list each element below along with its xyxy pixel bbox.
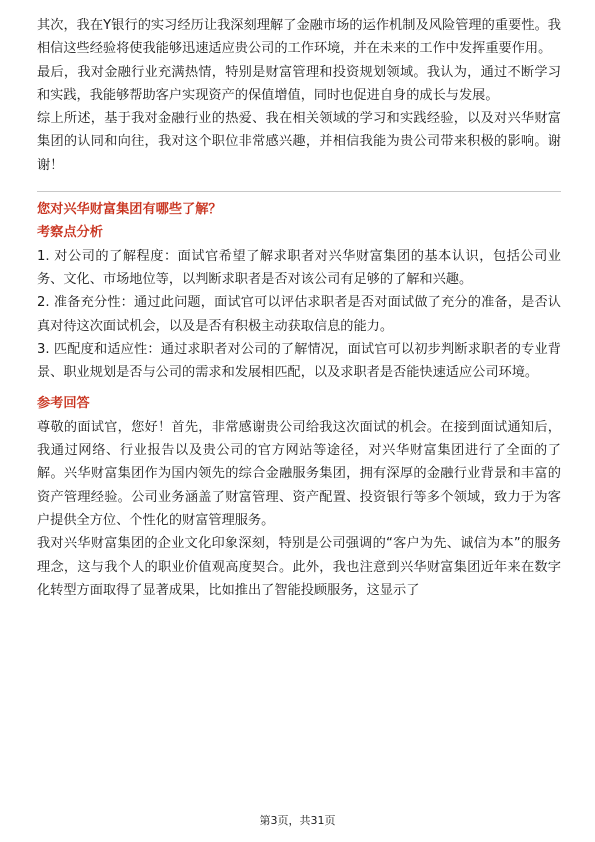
analysis-point: 3. 匹配度和适应性：通过求职者对公司的了解情况，面试官可以初步判断求职者的专业背景、职业规划是否与公司的需求和发展相匹配，以及求职者是否能快速适应公司环境。 [37, 341, 561, 381]
document-page [37, 14, 561, 602]
intro-paragraph: 最后，我对金融行业充满热情，特别是财富管理和投资规划领域。我认为，通过不断学习和实践，我能够帮助客户实现资产的保值增值，同时也促进自身的成长与发展。 [37, 64, 561, 103]
analysis-point: 1. 对公司的了解程度：面试官希望了解求职者对兴华财富集团的基本认识，包括公司业务、文化、市场地位等，以判断求职者是否对该公司有足够的了解和兴趣。 [37, 248, 561, 287]
analysis-heading: 考察点分析 [37, 225, 103, 241]
answer-paragraph: 我对兴华财富集团的企业文化印象深刻，特别是公司强调的“客户为先、诚信为本”的服务理念，这与我个人的职业价值观高度契合。此外，我也注意到兴华财富集团近年来在数字化转型方面取得了显著成果，比如推出了智能投顾服务，这显示了 [37, 536, 561, 598]
page-number: 第3页，共31页 [259, 814, 336, 827]
answer-paragraph: 尊敬的面试官，您好！首先，非常感谢贵公司给我这次面试的机会。在接到面试通知后，我通过网络、行业报告以及贵公司的官方网站等途径，对兴华财富集团进行了全面的了解。兴华财富集团作为国内领先的综合金融服务集团，拥有深厚的金融行业背景和丰富的资产管理经验。公司业务涵盖了财富管理、资产配置、投资银行等多个领域，致力于为客户提供全方位、个性化的财富管理服务。 [37, 419, 561, 528]
analysis-point: 2. 准备充分性：通过此问题，面试官可以评估求职者是否对面试做了充分的准备，是否认真对待这次面试机会，以及是否有积极主动获取信息的能力。 [37, 295, 561, 334]
intro-paragraph: 综上所述，基于我对金融行业的热爱、我在相关领域的学习和实践经验，以及对兴华财富集团的认同和向往，我对这个职位非常感兴趣，并相信我能为贵公司带来积极的影响。谢谢！ [37, 111, 561, 173]
intro-paragraph: 其次，我在Y银行的实习经历让我深刻理解了金融市场的运作机制及风险管理的重要性。我相信这些经验将使我能够迅速适应贵公司的工作环境，并在未来的工作中发挥重要作用。 [37, 18, 561, 57]
section-divider [37, 191, 561, 192]
question-title: 您对兴华财富集团有哪些了解？ [37, 202, 222, 218]
answer-heading: 参考回答 [37, 396, 90, 412]
